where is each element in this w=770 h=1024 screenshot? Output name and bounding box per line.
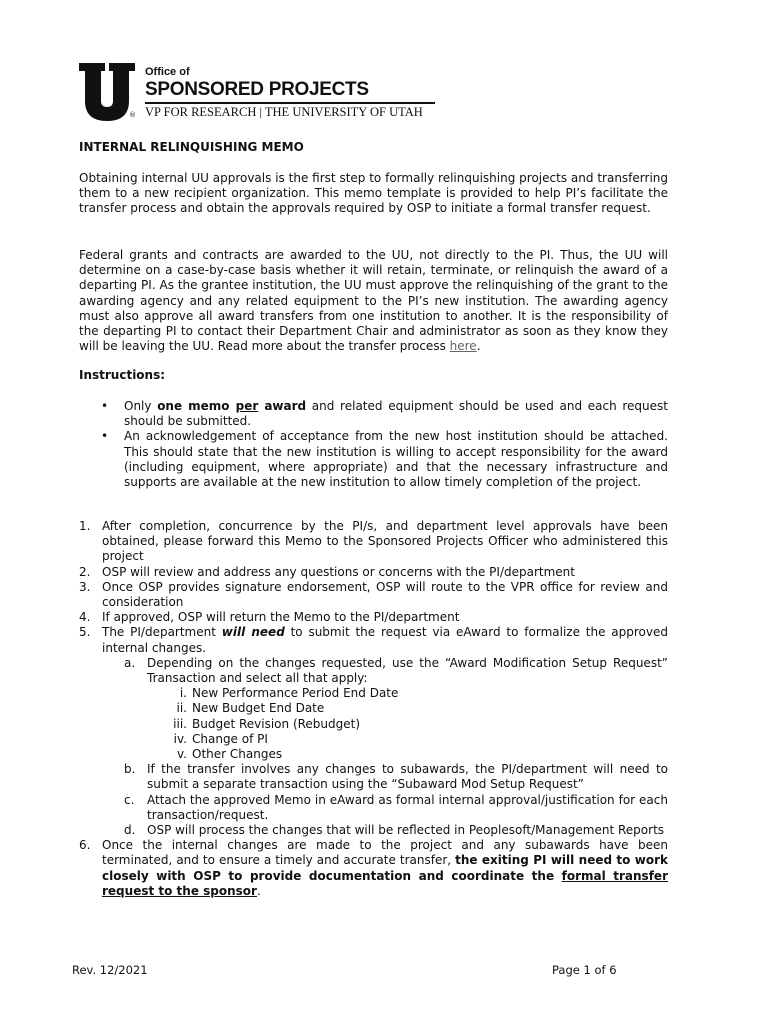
list-item: c. Attach the approved Memo in eAward as formal internal approval/justification for each transaction/request. [124,792,668,822]
instructions-bullets [79,399,668,490]
federal-text: Federal grants and contracts are awarded to the UU, not directly to the PI. Thus, the UU will determine on a case-by-case basis whether it will retain, terminate, or relinquish the award of a departing PI. As the grantee institution, the UU must approve the relinquishing of the grant to the awarding agency and any related equipment to the PI’s new institution. The awarding agency must also approve all award transfers from one institution to another. It is the responsibility of the departing PI to contact their Department Chair and administrator as soon as they know they will be leaving the UU. Read more about the transfer process [79,248,668,354]
intro-paragraph: Obtaining internal UU approvals is the first step to formally relinquishing projects and transferring them to a new recipient organization. This memo template is provided to help PI’s facilitate the transfer process and obtain the approvals required by OSP to initiate a formal transfer request. [79,171,668,216]
list-item: 4. If approved, OSP will return the Memo to the PI/department [79,610,460,625]
page-number: Page 1 of 6 [552,963,617,977]
list-item: b. If the transfer involves any changes to subawards, the PI/department will need to submit a separate transaction using the “Subaward Mod Setup Request” [124,762,668,792]
federal-end: . [476,339,481,354]
list-item: 3. Once OSP provides signature endorsement, OSP will route to the VPR office for review and consideration [79,579,668,610]
page-title: INTERNAL RELINQUISHING MEMO [79,140,304,154]
list-item: 2. OSP will review and address any questions or concerns with the PI/department [79,564,575,579]
list-item: • Only one memo per award and related equipment should be used and each request should be submitted. [79,399,668,429]
logo-office-of: Office of [145,66,190,78]
instructions-heading: Instructions: [79,368,166,382]
list-item: 6. Once the internal changes are made to the project and any subawards have been terminated, and to ensure a timely and accurate transfer, the exiting PI will need to work closely with OSP to provide documentation and coordinate the formal transfer request to the sponsor. [79,838,669,898]
revision-date: Rev. 12/2021 [72,963,148,977]
osp-logo [79,63,439,123]
university-u-logo-icon [79,63,135,121]
list-item: iv. Change of PI [173,731,268,746]
transfer-process-link[interactable]: here [449,339,477,354]
list-item: v. Other Changes [177,747,283,762]
list-item: 5. The PI/department will need to submit the request via eAward to formalize the approved internal changes. a. Depending on the changes requested, use the “Award Modification Setup Request” Transaction and select all that apply: i. New Performance Period End Date ii. New Budget End Date iii. Budget Revision (Rebudget) iv. Change of PI v. Other Changes b. If the transfer involves any changes to subawards, the PI/department will need to submit a separate transaction using the “Subaward Mod Setup Request” c. Attach the approved Memo in eAward as formal internal approval/justification for each transaction/request. d. OSP will process the changes that will be reflected in Peoplesoft/Management Reports [79,625,668,838]
registered-mark: ® [129,111,136,119]
logo-name: SPONSORED PROJECTS [145,79,369,100]
federal-paragraph [79,248,668,354]
logo-divider [145,102,435,104]
steps-list [79,519,668,899]
list-item: ii. New Budget End Date [176,701,325,716]
list-item: d. OSP will process the changes that will be reflected in Peoplesoft/Management Reports [124,823,665,838]
logo-tagline: VP FOR RESEARCH | THE UNIVERSITY OF UTAH [145,105,423,119]
list-item: iii. Budget Revision (Rebudget) [173,716,361,731]
list-item: 1. After completion, concurrence by the PI/s, and department level approvals have been obtained, please forward this Memo to the Sponsored Projects Officer who administered this project [79,519,668,564]
list-item: i. New Performance Period End Date [179,686,399,701]
list-item: a. Depending on the changes requested, use the “Award Modification Setup Request” Transaction and select all that apply: i. New Performance Period End Date ii. New Budget End Date iii. Budget Revision (Rebudget) iv. Change of PI v. Other Changes [124,655,668,762]
list-item: • An acknowledgement of acceptance from the new host institution should be attached. This should state that the new institution is willing to accept responsibility for the award (including equipment, where appropriate) and that the necessary infrastructure and supports are available at the new institution to allow timely completion of the project. [79,429,668,490]
